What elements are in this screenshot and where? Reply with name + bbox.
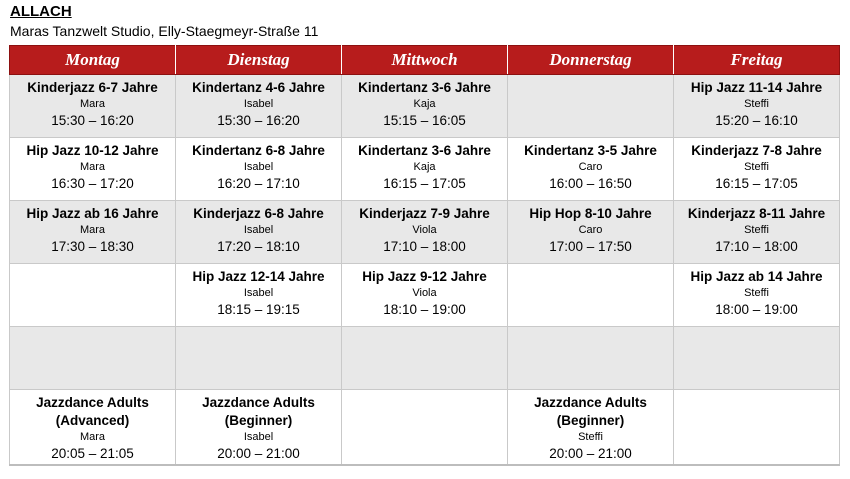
course-name: Kindertanz 4-6 Jahre bbox=[192, 80, 325, 95]
schedule-row bbox=[10, 327, 840, 390]
schedule-row bbox=[10, 138, 840, 201]
class-entry bbox=[176, 138, 341, 193]
teacher-name: Mara bbox=[79, 224, 106, 236]
class-entry bbox=[10, 390, 175, 463]
time-slot: 15:30 – 16:20 bbox=[217, 113, 300, 128]
teacher-name: Steffi bbox=[744, 224, 769, 236]
schedule-cell bbox=[508, 138, 674, 201]
schedule-row bbox=[10, 201, 840, 264]
time-slot: 16:00 – 16:50 bbox=[549, 176, 632, 191]
class-entry bbox=[176, 75, 341, 130]
time-slot: 18:10 – 19:00 bbox=[383, 302, 466, 317]
schedule-cell bbox=[176, 264, 342, 327]
course-name: Jazzdance Adults (Beginner) bbox=[534, 395, 647, 428]
teacher-name: Isabel bbox=[243, 98, 274, 110]
time-slot: 17:00 – 17:50 bbox=[549, 239, 632, 254]
teacher-name: Isabel bbox=[243, 287, 274, 299]
schedule-row bbox=[10, 390, 840, 466]
course-name: Jazzdance Adults (Advanced) bbox=[36, 395, 149, 428]
schedule-row bbox=[10, 264, 840, 327]
schedule-cell bbox=[10, 327, 176, 390]
teacher-name: Steffi bbox=[744, 98, 769, 110]
time-slot: 16:15 – 17:05 bbox=[715, 176, 798, 191]
class-entry bbox=[176, 201, 341, 256]
time-slot: 17:20 – 18:10 bbox=[217, 239, 300, 254]
course-name: Kinderjazz 7-8 Jahre bbox=[691, 143, 822, 158]
schedule-cell bbox=[342, 75, 508, 138]
time-slot: 18:15 – 19:15 bbox=[217, 302, 300, 317]
class-entry bbox=[342, 75, 507, 130]
schedule-table bbox=[9, 45, 840, 466]
day-header-row bbox=[10, 46, 840, 75]
schedule-cell bbox=[508, 201, 674, 264]
class-entry bbox=[674, 75, 839, 130]
class-entry bbox=[508, 138, 673, 193]
schedule-cell bbox=[674, 327, 840, 390]
schedule-cell bbox=[342, 138, 508, 201]
day-header: Freitag bbox=[674, 46, 840, 75]
time-slot: 17:10 – 18:00 bbox=[383, 239, 466, 254]
course-name: Jazzdance Adults (Beginner) bbox=[202, 395, 315, 428]
teacher-name: Kaja bbox=[413, 98, 436, 110]
time-slot: 17:10 – 18:00 bbox=[715, 239, 798, 254]
teacher-name: Viola bbox=[412, 287, 437, 299]
schedule-cell bbox=[674, 201, 840, 264]
day-header: Dienstag bbox=[176, 46, 342, 75]
studio-address: Maras Tanzwelt Studio, Elly-Staegmeyr-Straße 11 bbox=[10, 23, 319, 39]
course-name: Kinderjazz 7-9 Jahre bbox=[359, 206, 490, 221]
teacher-name: Kaja bbox=[413, 161, 436, 173]
schedule-cell bbox=[674, 390, 840, 466]
time-slot: 17:30 – 18:30 bbox=[51, 239, 134, 254]
schedule-cell bbox=[176, 390, 342, 466]
course-name: Kindertanz 3-6 Jahre bbox=[358, 80, 491, 95]
time-slot: 20:05 – 21:05 bbox=[51, 446, 134, 461]
schedule-cell bbox=[342, 201, 508, 264]
teacher-name: Mara bbox=[79, 431, 106, 443]
schedule-cell bbox=[342, 264, 508, 327]
course-name: Kindertanz 6-8 Jahre bbox=[192, 143, 325, 158]
course-name: Kinderjazz 6-7 Jahre bbox=[27, 80, 158, 95]
schedule-cell bbox=[342, 327, 508, 390]
day-header: Montag bbox=[10, 46, 176, 75]
time-slot: 20:00 – 21:00 bbox=[549, 446, 632, 461]
teacher-name: Isabel bbox=[243, 224, 274, 236]
time-slot: 16:20 – 17:10 bbox=[217, 176, 300, 191]
teacher-name: Viola bbox=[412, 224, 437, 236]
schedule-cell bbox=[10, 75, 176, 138]
schedule-cell bbox=[176, 327, 342, 390]
schedule-cell bbox=[508, 390, 674, 466]
class-entry bbox=[10, 138, 175, 193]
class-entry bbox=[508, 390, 673, 463]
schedule-cell bbox=[674, 138, 840, 201]
teacher-name: Caro bbox=[578, 161, 603, 173]
schedule-cell bbox=[10, 201, 176, 264]
teacher-name: Mara bbox=[79, 98, 106, 110]
course-name: Hip Jazz 11-14 Jahre bbox=[690, 80, 823, 95]
course-name: Hip Jazz 10-12 Jahre bbox=[26, 143, 159, 158]
course-name: Hip Jazz 9-12 Jahre bbox=[362, 269, 487, 284]
class-entry bbox=[342, 138, 507, 193]
teacher-name: Isabel bbox=[243, 161, 274, 173]
course-name: Hip Jazz ab 16 Jahre bbox=[26, 206, 159, 221]
class-entry bbox=[10, 75, 175, 130]
schedule-cell bbox=[176, 201, 342, 264]
teacher-name: Caro bbox=[578, 224, 603, 236]
schedule-cell bbox=[674, 75, 840, 138]
class-entry bbox=[10, 201, 175, 256]
day-header: Mittwoch bbox=[342, 46, 508, 75]
course-name: Kindertanz 3-6 Jahre bbox=[358, 143, 491, 158]
course-name: Kindertanz 3-5 Jahre bbox=[524, 143, 657, 158]
teacher-name: Steffi bbox=[744, 161, 769, 173]
schedule-cell bbox=[10, 390, 176, 466]
schedule-cell bbox=[674, 264, 840, 327]
class-entry bbox=[176, 264, 341, 319]
class-entry bbox=[674, 264, 839, 319]
time-slot: 15:30 – 16:20 bbox=[51, 113, 134, 128]
class-entry bbox=[508, 201, 673, 256]
course-name: Hip Jazz 12-14 Jahre bbox=[192, 269, 325, 284]
course-name: Hip Jazz ab 14 Jahre bbox=[690, 269, 823, 284]
time-slot: 15:15 – 16:05 bbox=[383, 113, 466, 128]
schedule-cell bbox=[508, 75, 674, 138]
teacher-name: Mara bbox=[79, 161, 106, 173]
schedule-cell bbox=[508, 327, 674, 390]
teacher-name: Isabel bbox=[243, 431, 274, 443]
schedule-cell bbox=[176, 75, 342, 138]
class-entry bbox=[176, 390, 341, 463]
schedule-row bbox=[10, 75, 840, 138]
class-entry bbox=[674, 201, 839, 256]
class-entry bbox=[342, 201, 507, 256]
time-slot: 20:00 – 21:00 bbox=[217, 446, 300, 461]
location-title: ALLACH bbox=[10, 3, 72, 20]
time-slot: 18:00 – 19:00 bbox=[715, 302, 798, 317]
class-entry bbox=[674, 138, 839, 193]
time-slot: 15:20 – 16:10 bbox=[715, 113, 798, 128]
schedule-cell bbox=[10, 264, 176, 327]
course-name: Kinderjazz 8-11 Jahre bbox=[687, 206, 826, 221]
course-name: Kinderjazz 6-8 Jahre bbox=[193, 206, 324, 221]
schedule-cell bbox=[342, 390, 508, 466]
class-entry bbox=[342, 264, 507, 319]
day-header: Donnerstag bbox=[508, 46, 674, 75]
time-slot: 16:30 – 17:20 bbox=[51, 176, 134, 191]
schedule-cell bbox=[176, 138, 342, 201]
teacher-name: Steffi bbox=[744, 287, 769, 299]
schedule-cell bbox=[508, 264, 674, 327]
schedule-cell bbox=[10, 138, 176, 201]
time-slot: 16:15 – 17:05 bbox=[383, 176, 466, 191]
teacher-name: Steffi bbox=[578, 431, 603, 443]
course-name: Hip Hop 8-10 Jahre bbox=[529, 206, 652, 221]
